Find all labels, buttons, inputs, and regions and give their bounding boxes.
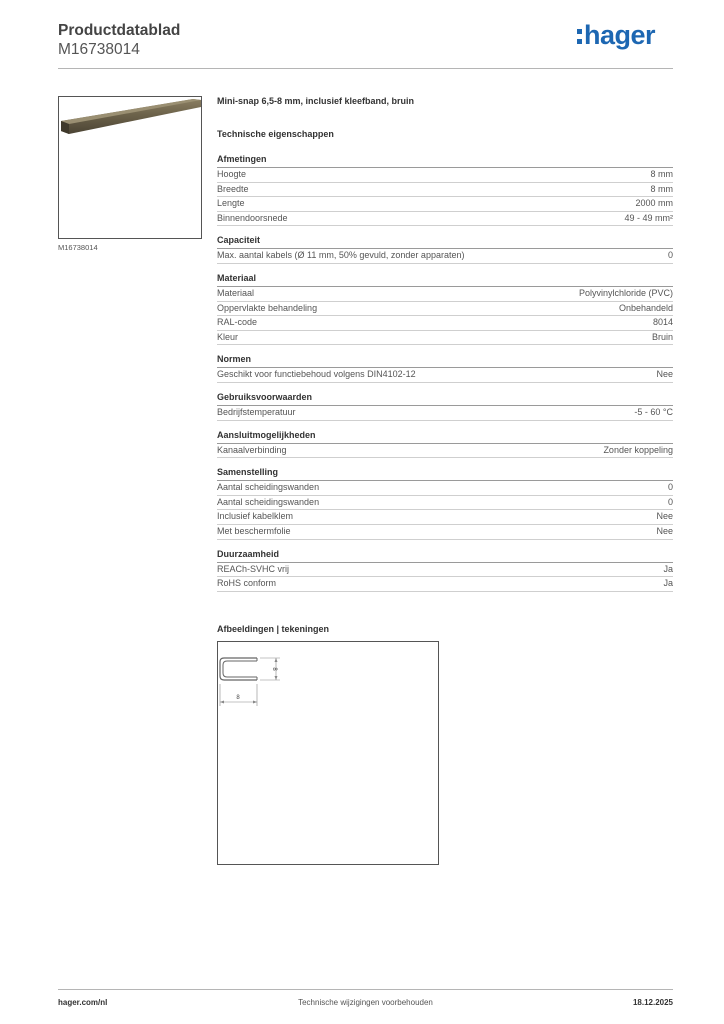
spec-label: Binnendoorsnede xyxy=(217,212,288,223)
spec-section xyxy=(217,273,673,345)
legal-notice: Technische wijzigingen voorbehouden xyxy=(298,998,433,1007)
logo-dots xyxy=(577,29,582,44)
spec-value: Bruin xyxy=(651,331,673,342)
spec-row xyxy=(217,510,673,525)
spec-label: Bedrijfstemperatuur xyxy=(217,406,296,417)
spec-row xyxy=(217,316,673,331)
spec-value: -5 - 60 °C xyxy=(634,406,673,417)
logo-text: hager xyxy=(583,20,655,50)
spec-label: Aantal scheidingswanden xyxy=(217,496,320,507)
spec-value: 0 xyxy=(667,482,673,493)
website-link[interactable]: hager.com/nl xyxy=(58,998,108,1007)
photo-caption: M16738014 xyxy=(58,243,98,252)
page-header xyxy=(58,22,673,70)
spec-row xyxy=(217,212,673,227)
spec-value: Zonder koppeling xyxy=(603,444,673,455)
spec-section xyxy=(217,430,673,459)
spec-row xyxy=(217,183,673,198)
spec-value: 49 - 49 mm² xyxy=(624,212,673,223)
spec-label: Lengte xyxy=(217,198,245,209)
spec-row xyxy=(217,249,673,264)
spec-label: RAL-code xyxy=(217,317,258,328)
technical-drawing xyxy=(217,641,439,865)
spec-value: Ja xyxy=(663,563,673,574)
specification-sections xyxy=(217,154,673,592)
document-title: Productdatablad xyxy=(58,22,181,39)
spec-value: Ja xyxy=(663,578,673,589)
spec-label: RoHS conform xyxy=(217,578,277,589)
spec-row xyxy=(217,563,673,578)
spec-section xyxy=(217,354,673,383)
spec-row xyxy=(217,444,673,459)
hager-logo xyxy=(577,22,655,49)
spec-value: 8014 xyxy=(652,317,673,328)
spec-row xyxy=(217,577,673,592)
footer-divider xyxy=(58,989,673,990)
section-title: Duurzaamheid xyxy=(217,549,673,563)
spec-row xyxy=(217,302,673,317)
drawings-title: Afbeeldingen | tekeningen xyxy=(217,624,330,634)
spec-value: 2000 mm xyxy=(635,198,673,209)
spec-label: Met beschermfolie xyxy=(217,525,291,536)
spec-label: REACh-SVHC vrij xyxy=(217,563,290,574)
spec-label: Oppervlakte behandeling xyxy=(217,302,318,313)
main-content xyxy=(217,96,673,601)
spec-label: Kleur xyxy=(217,331,239,342)
section-title: Capaciteit xyxy=(217,235,673,249)
product-description: Mini-snap 6,5-8 mm, inclusief kleefband, bruin xyxy=(217,96,415,106)
spec-section xyxy=(217,392,673,421)
spec-row xyxy=(217,197,673,212)
section-title: Afmetingen xyxy=(217,154,673,168)
spec-row xyxy=(217,331,673,346)
spec-section xyxy=(217,235,673,264)
profile-drawing xyxy=(218,642,440,866)
spec-value: 8 mm xyxy=(650,169,673,179)
spec-row xyxy=(217,368,673,383)
spec-label: Aantal scheidingswanden xyxy=(217,482,320,493)
technical-properties-heading: Technische eigenschappen xyxy=(217,129,334,139)
spec-value: Nee xyxy=(656,369,673,380)
spec-value: Polyvinylchloride (PVC) xyxy=(578,287,673,298)
section-title: Normen xyxy=(217,354,673,368)
header-divider xyxy=(58,68,673,69)
spec-label: Geschikt voor functiebehoud volgens DIN4102-12 xyxy=(217,369,416,380)
spec-row xyxy=(217,168,673,183)
spec-section xyxy=(217,467,673,539)
product-number: M16738014 xyxy=(58,41,140,58)
section-title: Materiaal xyxy=(217,273,673,287)
height-dimension-label: 8 xyxy=(271,667,277,671)
spec-label: Kanaalverbinding xyxy=(217,444,287,455)
spec-label: Max. aantal kabels (Ø 11 mm, 50% gevuld, zonder apparaten) xyxy=(217,250,465,261)
product-photo xyxy=(58,96,202,239)
spec-value: 8 mm xyxy=(650,183,673,194)
spec-label: Inclusief kabelklem xyxy=(217,511,294,522)
section-title: Samenstelling xyxy=(217,467,673,481)
spec-value: Nee xyxy=(656,511,673,522)
section-title: Aansluitmogelijkheden xyxy=(217,430,673,444)
spec-value: 0 xyxy=(667,250,673,261)
spec-label: Breedte xyxy=(217,183,249,194)
spec-row xyxy=(217,287,673,302)
spec-label: Materiaal xyxy=(217,287,255,298)
spec-row xyxy=(217,525,673,540)
spec-value: Nee xyxy=(656,525,673,536)
width-dimension-label: 8 xyxy=(236,695,240,701)
spec-row xyxy=(217,406,673,421)
document-date: 18.12.2025 xyxy=(632,998,673,1007)
spec-section xyxy=(217,549,673,592)
cable-duct-image xyxy=(59,97,202,239)
spec-value: Onbehandeld xyxy=(618,302,673,313)
spec-label: Hoogte xyxy=(217,169,247,179)
section-title: Gebruiksvoorwaarden xyxy=(217,392,673,406)
spec-row xyxy=(217,481,673,496)
spec-value: 0 xyxy=(667,496,673,507)
spec-section xyxy=(217,154,673,226)
spec-row xyxy=(217,496,673,511)
